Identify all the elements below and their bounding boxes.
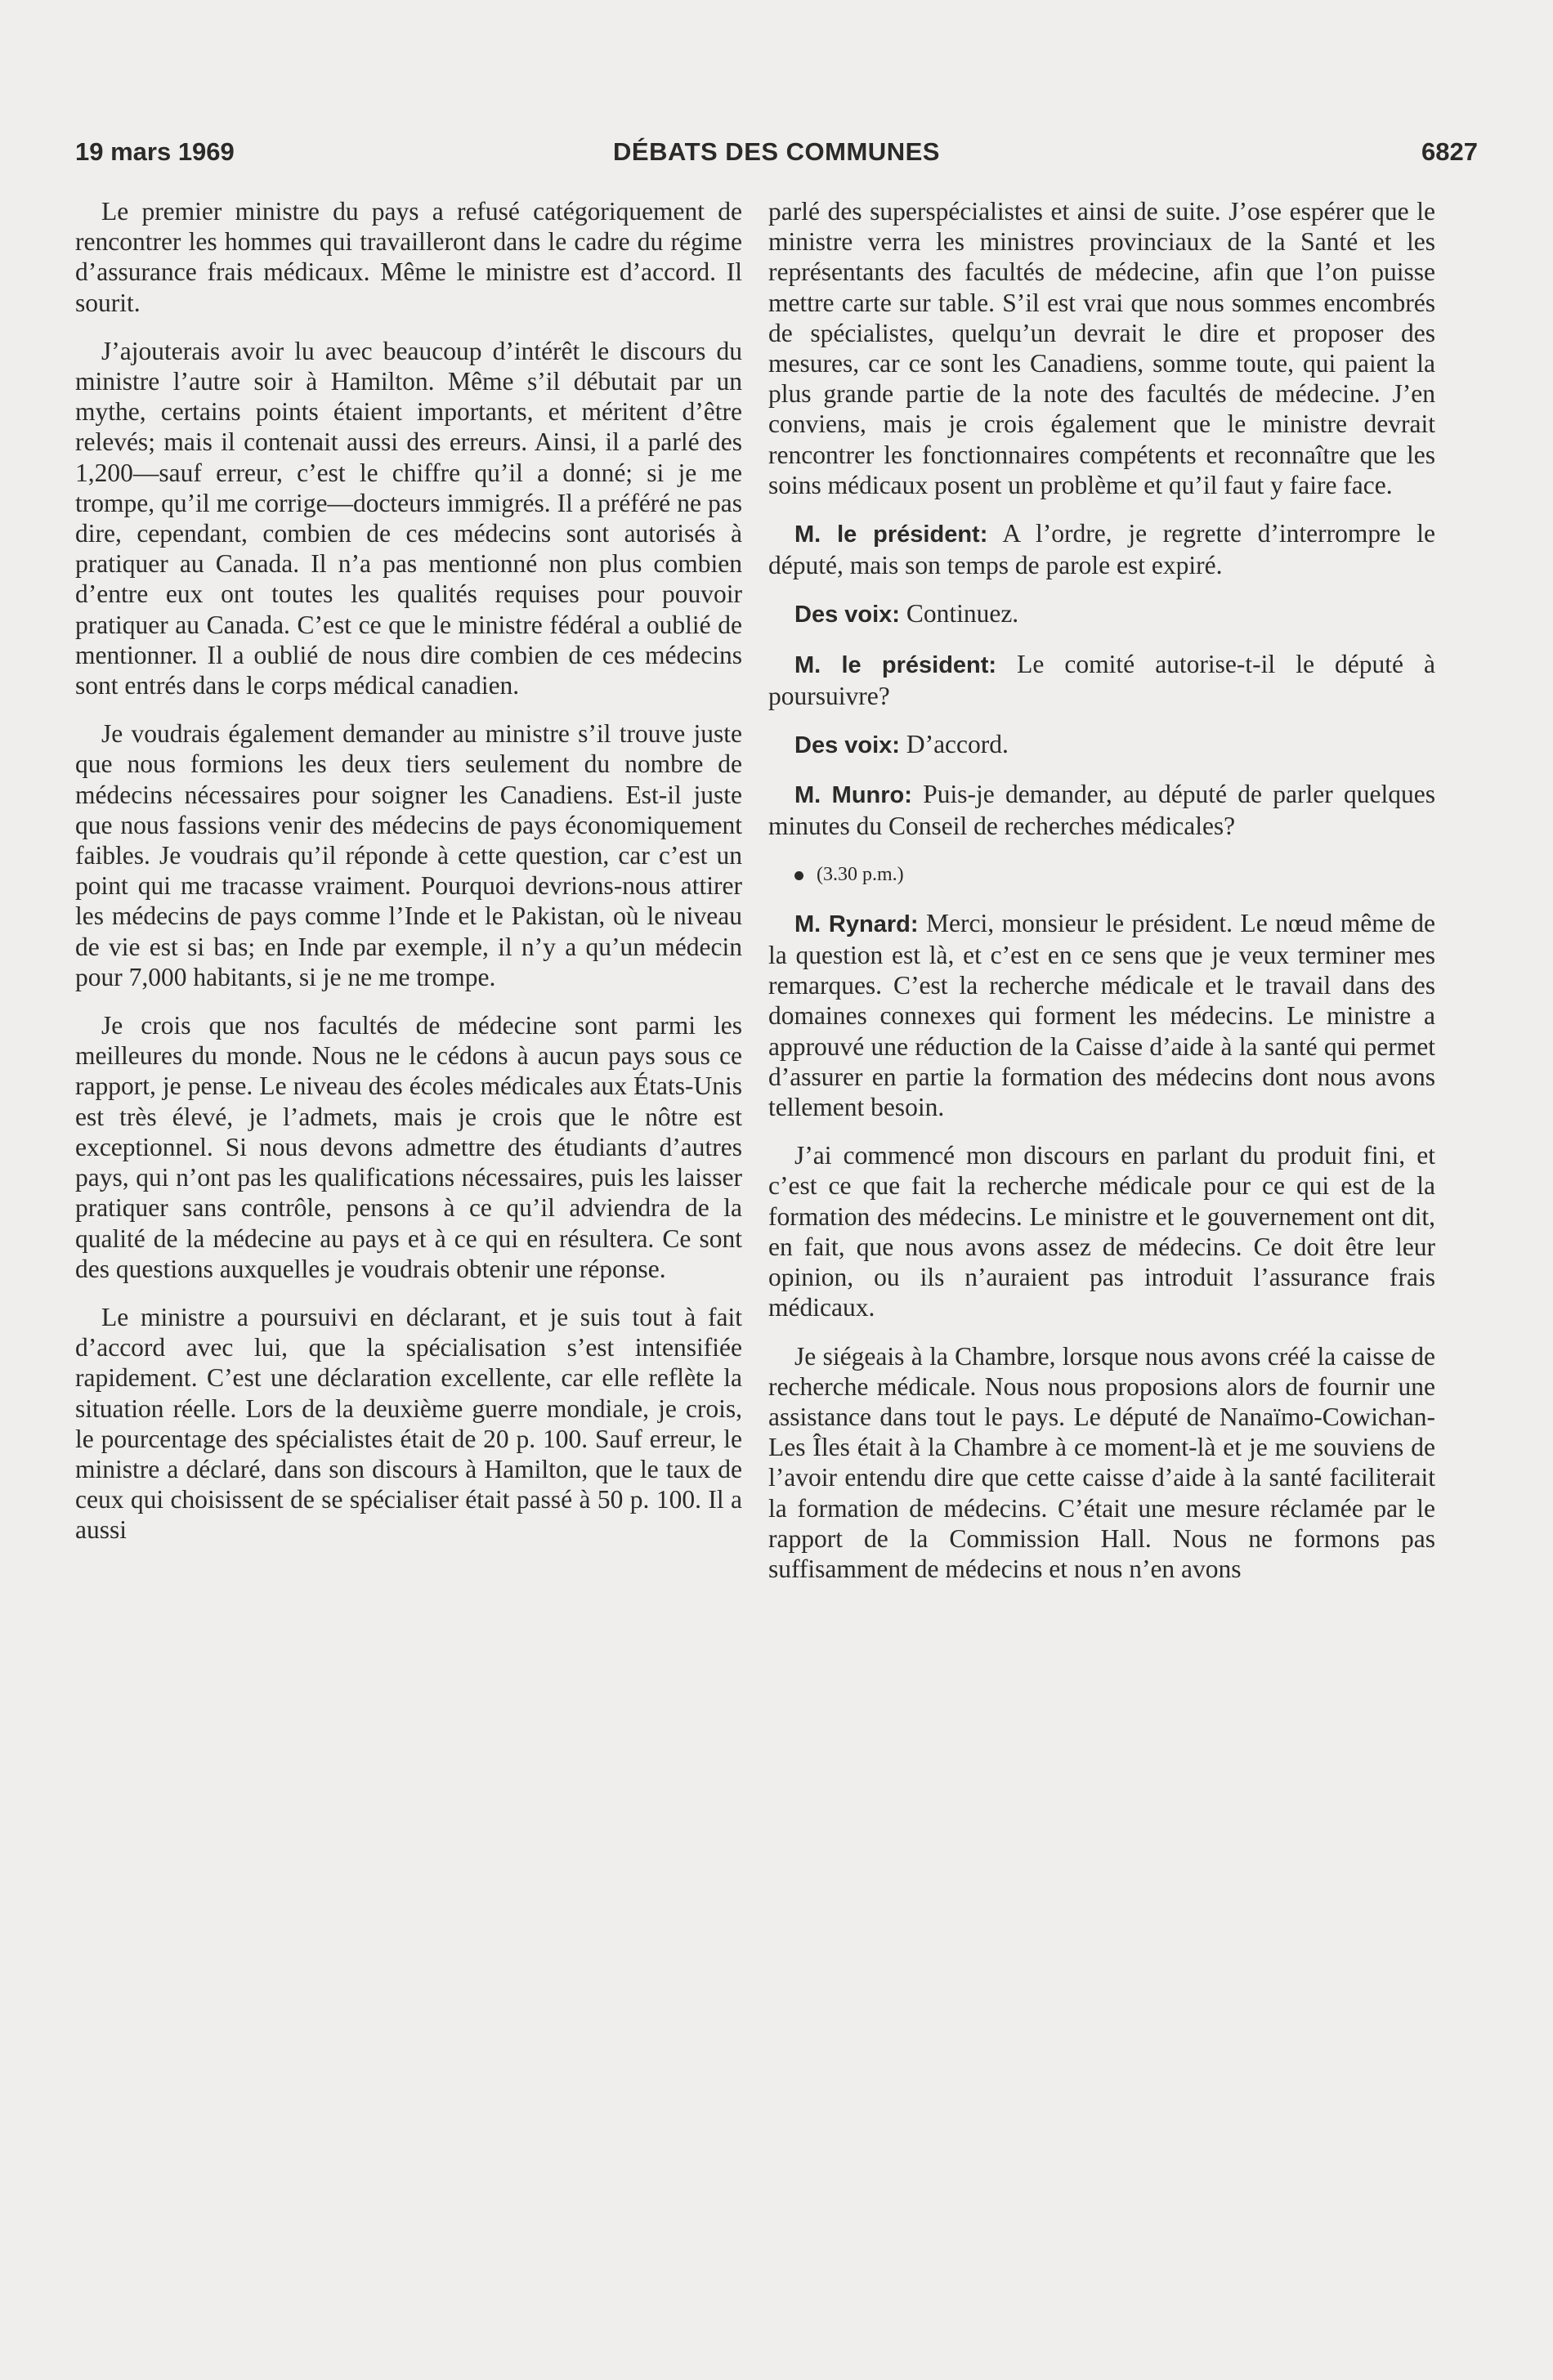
speech (768, 518, 1435, 580)
speaker-name: M. Rynard: (794, 910, 919, 937)
speaker-name: Des voix: (794, 732, 900, 759)
speaker-name: Des voix: (794, 602, 900, 629)
speech (768, 649, 1435, 711)
paragraph: Le premier ministre du pays a refusé catégoriquement de rencontrer les hommes qui travailleront dans le cadre du régime d’assurance frais médicaux. Même le ministre est d’accord. Il sourit. (75, 197, 742, 317)
speech-text: Merci, monsieur le président. Le nœud même de la question est là, et c’est en ce sens que je veux terminer mes remarques. C’est la recherche médicale et le travail dans des domaines connexes qui forment les médecins. Le ministre a approuvé une réduction de la Caisse d’aide à la santé qui permet d’assurer en partie la formation des médecins dont nous avons tellement besoin. (768, 908, 1436, 1122)
time-text: (3.30 p.m.) (817, 863, 904, 885)
page-header (75, 137, 1478, 173)
speech (768, 598, 1435, 630)
speech-text: Continuez. (906, 599, 1019, 629)
speech (768, 779, 1435, 841)
time-stamp (768, 860, 1435, 890)
speaker-name: M. le président: (794, 521, 988, 548)
right-column (768, 196, 1435, 1602)
speech-text: Puis-je demander, au député de parler quelques minutes du Conseil de recherches médicales? (768, 780, 1435, 841)
bullet-icon (794, 871, 803, 880)
speech (768, 908, 1435, 1122)
header-title: DÉBATS DES COMMUNES (613, 137, 940, 166)
paragraph: Je voudrais également demander au ministre s’il trouve juste que nous formions les deux tiers seulement du nombre de médecins nécessaires pour soigner les Canadiens. Est-il juste que nous fassions venir des médecins de pays économiquement faibles. Je voudrais qu’il réponde à cette question, car c’est un point qui me tracasse vraiment. Pourquoi devrions-nous attirer les médecins de pays comme l’Inde et le Pakistan, où le niveau de vie est si bas; en Inde par exemple, il n’y a qu’un médecin pour 7,000 habitants, si je ne me trompe. (75, 719, 742, 991)
speech-text: A l’ordre, je regrette d’interrompre le député, mais son temps de parole est expiré. (768, 519, 1435, 580)
speaker-name: M. Munro: (794, 782, 912, 809)
paragraph: Le ministre a poursuivi en déclarant, et je suis tout à fait d’accord avec lui, que la spécialisation s’est intensifiée rapidement. C’est une déclaration excellente, car elle reflète la situation réelle. Lors de la deuxième guerre mondiale, je crois, le pourcentage des spécialistes était de 20 p. 100. Sauf erreur, le ministre a déclaré, dans son discours à Hamilton, que le taux de ceux qui choisissent de se spécialiser était passé à 50 p. 100. Il a aussi (75, 1302, 742, 1545)
paragraph: Je crois que nos facultés de médecine sont parmi les meilleures du monde. Nous ne le cédons à aucun pays sous ce rapport, je pense. Le niveau des écoles médicales aux États-Unis est très élevé, je l’admets, mais je crois que le nôtre est exceptionnel. Si nous devons admettre des étudiants d’autres pays, qui n’ont pas les qualifications nécessaires, puis les laisser pratiquer sans contrôle, pensons à ce qu’il adviendra de la qualité de la médecine au pays et à ce qui en résultera. Ce sont des questions auxquelles je voudrais obtenir une réponse. (75, 1011, 742, 1283)
speech-text: Le comité autorise-t-il le député à poursuivre? (768, 649, 1436, 710)
page-number: 6827 (1421, 137, 1478, 166)
paragraph: J’ai commencé mon discours en parlant du produit fini, et c’est ce que fait la recherche médicale pour ce qui est de la formation des médecins. Le ministre et le gouvernement ont dit, en fait, que nous avons assez de médecins. Ce doit être leur opinion, ou ils n’auraient pas introduit l’assurance frais médicaux. (768, 1141, 1435, 1322)
header-date: 19 mars 1969 (75, 137, 235, 166)
speech-text: D’accord. (906, 730, 1009, 759)
left-column (75, 196, 742, 1564)
paragraph: J’ajouterais avoir lu avec beaucoup d’intérêt le discours du ministre l’autre soir à Hamilton. Même s’il débutait par un mythe, certains points étaient importants, et méritent d’être relevés; mais il contenait aussi des erreurs. Ainsi, il a parlé des 1,200—sauf erreur, c’est le chiffre qu’il a donné; si je me trompe, qu’il me corrige—docteurs immigrés. Il a préféré ne pas dire, cependant, combien de ces médecins sont autorisés à pratiquer au Canada. Il n’a pas mentionné non plus combien d’entre eux ont toutes les qualités requises pour pouvoir pratiquer au Canada. C’est ce que le ministre fédéral a oublié de mentionner. Il a oublié de nous dire combien de ces médecins sont entrés dans le corps médical canadien. (75, 336, 742, 700)
speaker-name: M. le président: (794, 651, 997, 678)
paragraph: Je siégeais à la Chambre, lorsque nous avons créé la caisse de recherche médicale. Nous nous proposions alors de fournir une assistance dans tout le pays. Le député de Nanaïmo-Cowichan-Les Îles était à la Chambre à ce moment-là et je me souviens de l’avoir entendu dire que cette caisse d’aide à la santé faciliterait la formation de médecins. C’était une mesure réclamée par le rapport de la Commission Hall. Nous ne formons pas suffisamment de médecins et nous n’en avons (768, 1341, 1435, 1583)
speech (768, 729, 1435, 761)
paragraph: parlé des superspécialistes et ainsi de suite. J’ose espérer que le ministre verra les ministres provinciaux de la Santé et les représentants des facultés de médecine, afin que l’on puisse mettre carte sur table. S’il est vrai que nous sommes encombrés de spécialistes, quelqu’un devrait le dire et proposer des mesures, car ce sont les Canadiens, somme toute, qui paient la plus grande partie de la note des facultés de médecine. J’en conviens, mais je crois également que le ministre devrait rencontrer les fonctionnaires compétents et reconnaître que les soins médicaux posent un problème et qu’il faut y faire face. (768, 197, 1435, 499)
